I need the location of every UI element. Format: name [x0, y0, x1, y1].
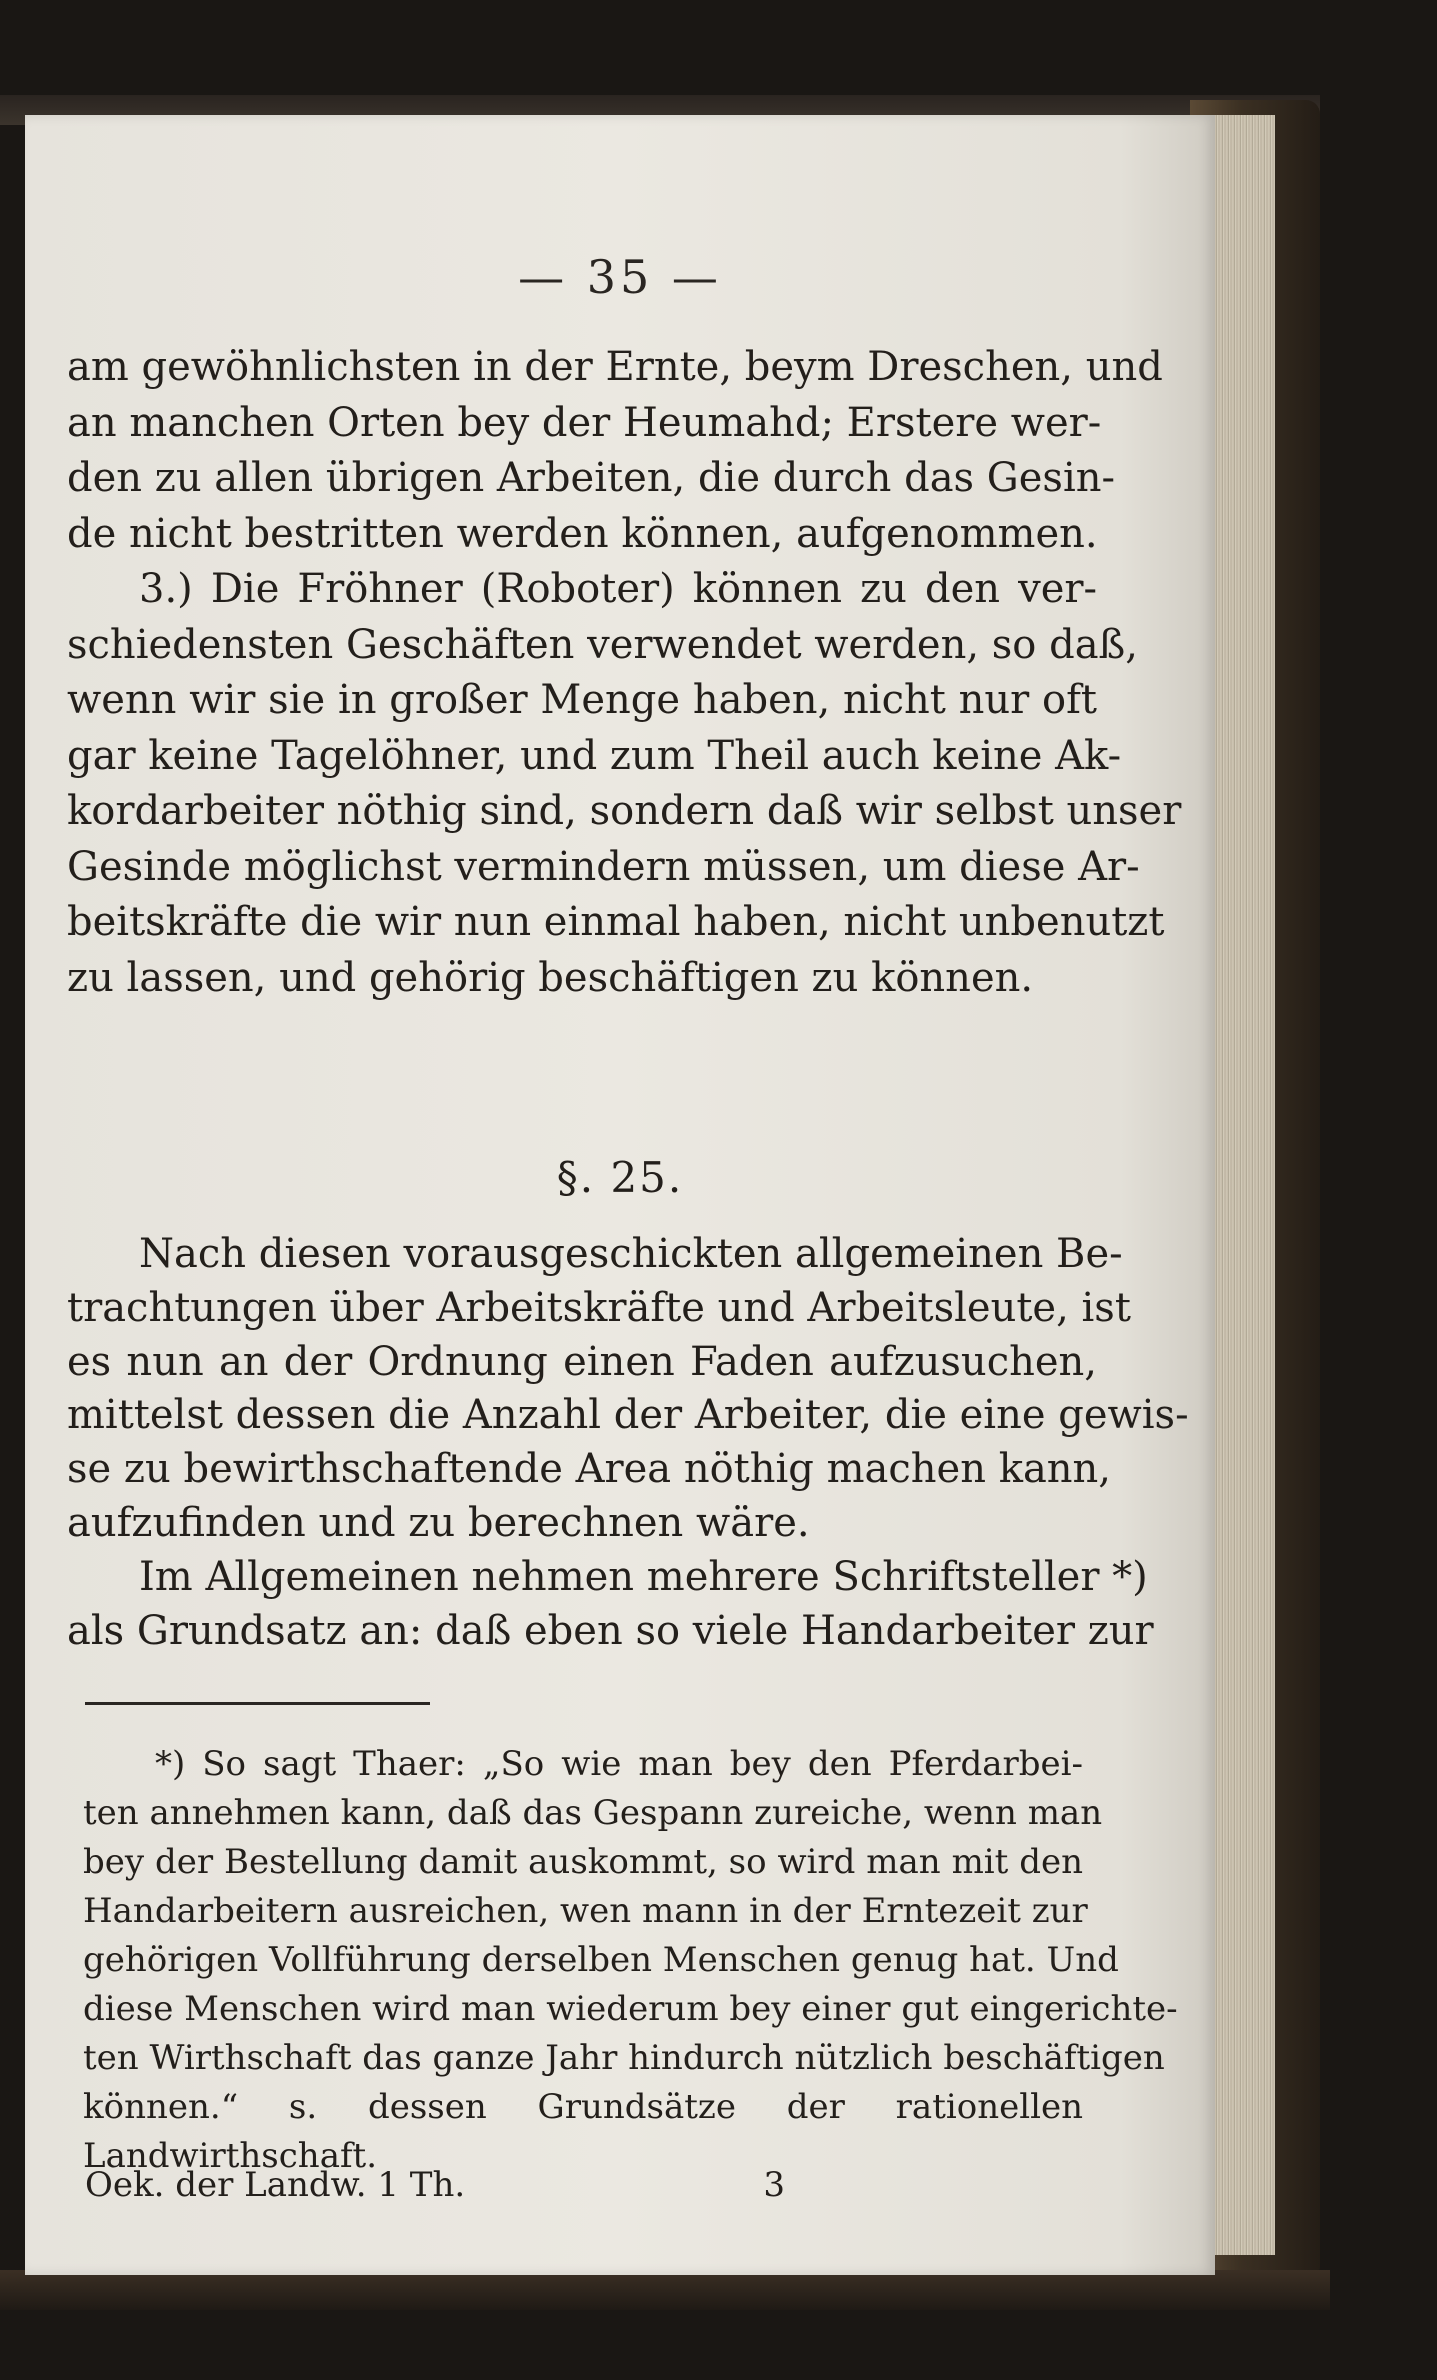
- text-line: aufzufinden und zu berechnen wäre.: [67, 1499, 810, 1546]
- text-line: trachtungen über Arbeitskräfte und Arbeitsleute, ist: [67, 1284, 1131, 1331]
- text-line: Nach diesen vorausgeschickten allgemeinen Be-: [139, 1231, 1123, 1277]
- body-text-bottom: [67, 1228, 1189, 1658]
- text-line: schiedensten Geschäften verwendet werden, so daß,: [67, 621, 1138, 668]
- text-line: es nun an der Ordnung einen Faden aufzusuchen,: [67, 1338, 1097, 1385]
- footnote-line: Handarbeitern ausreichen, wen mann in der Erntezeit zur: [83, 1891, 1088, 1931]
- footnote-divider: [85, 1702, 430, 1705]
- footnote: [83, 1740, 1178, 2181]
- footnote-line: gehörigen Vollführung derselben Menschen genug hat. Und: [83, 1940, 1119, 1980]
- text-line: gar keine Tagelöhner, und zum Theil auch keine Ak-: [67, 732, 1122, 779]
- text-line: 3.) Die Fröhner (Roboter) können zu den ver-: [139, 566, 1097, 612]
- book-page: [25, 115, 1215, 2275]
- text-line: mittelst dessen die Anzahl der Arbeiter, die eine gewis-: [67, 1392, 1189, 1439]
- printer-signature: [85, 2165, 1085, 2205]
- signature-text: Oek. der Landw. 1 Th.: [85, 2165, 466, 2205]
- text-line: an manchen Orten bey der Heumahd; Erstere wer-: [67, 399, 1102, 446]
- footnote-line: ten annehmen kann, daß das Gespann zureiche, wenn man: [83, 1793, 1103, 1833]
- body-text-top: [67, 340, 1182, 1006]
- signature-mark: 3: [763, 2165, 785, 2205]
- book-bottom-edge: [0, 2270, 1330, 2310]
- text-line: Im Allgemeinen nehmen mehrere Schriftsteller *): [139, 1553, 1148, 1600]
- text-line: den zu allen übrigen Arbeiten, die durch das Gesin-: [67, 455, 1116, 501]
- footnote-line: ten Wirthschaft das ganze Jahr hindurch nützlich beschäftigen: [83, 2038, 1165, 2078]
- section-heading: §. 25.: [556, 1153, 684, 1202]
- text-line: kordarbeiter nöthig sind, sondern daß wir selbst unser: [67, 788, 1182, 834]
- footnote-line: diese Menschen wird man wiederum bey einer gut eingerichte-: [83, 1989, 1178, 2029]
- text-line: wenn wir sie in großer Menge haben, nicht nur oft: [67, 677, 1097, 723]
- text-line: zu lassen, und gehörig beschäftigen zu können.: [67, 954, 1034, 1001]
- footnote-line: können.“ s. dessen Grundsätze der rationellen: [83, 2087, 1083, 2127]
- footnote-line: *) So sagt Thaer: „So wie man bey den Pferdarbei-: [155, 1744, 1083, 1784]
- footnote-line: bey der Bestellung damit auskommt, so wird man mit den: [83, 1842, 1083, 1882]
- footnote-line: Landwirthschaft.: [83, 2136, 378, 2176]
- text-line: de nicht bestritten werden können, aufgenommen.: [67, 510, 1098, 557]
- text-line: beitskräfte die wir nun einmal haben, nicht unbenutzt: [67, 899, 1165, 945]
- text-line: Gesinde möglichst vermindern müssen, um diese Ar-: [67, 843, 1140, 890]
- text-line: am gewöhnlichsten in der Ernte, beym Dreschen, und: [67, 344, 1163, 390]
- text-line: als Grundsatz an: daß eben so viele Handarbeiter zur: [67, 1607, 1154, 1654]
- page-number: — 35 —: [518, 250, 722, 304]
- page-stack-edge: [1205, 115, 1275, 2255]
- text-line: se zu bewirthschaftende Area nöthig machen kann,: [67, 1446, 1112, 1493]
